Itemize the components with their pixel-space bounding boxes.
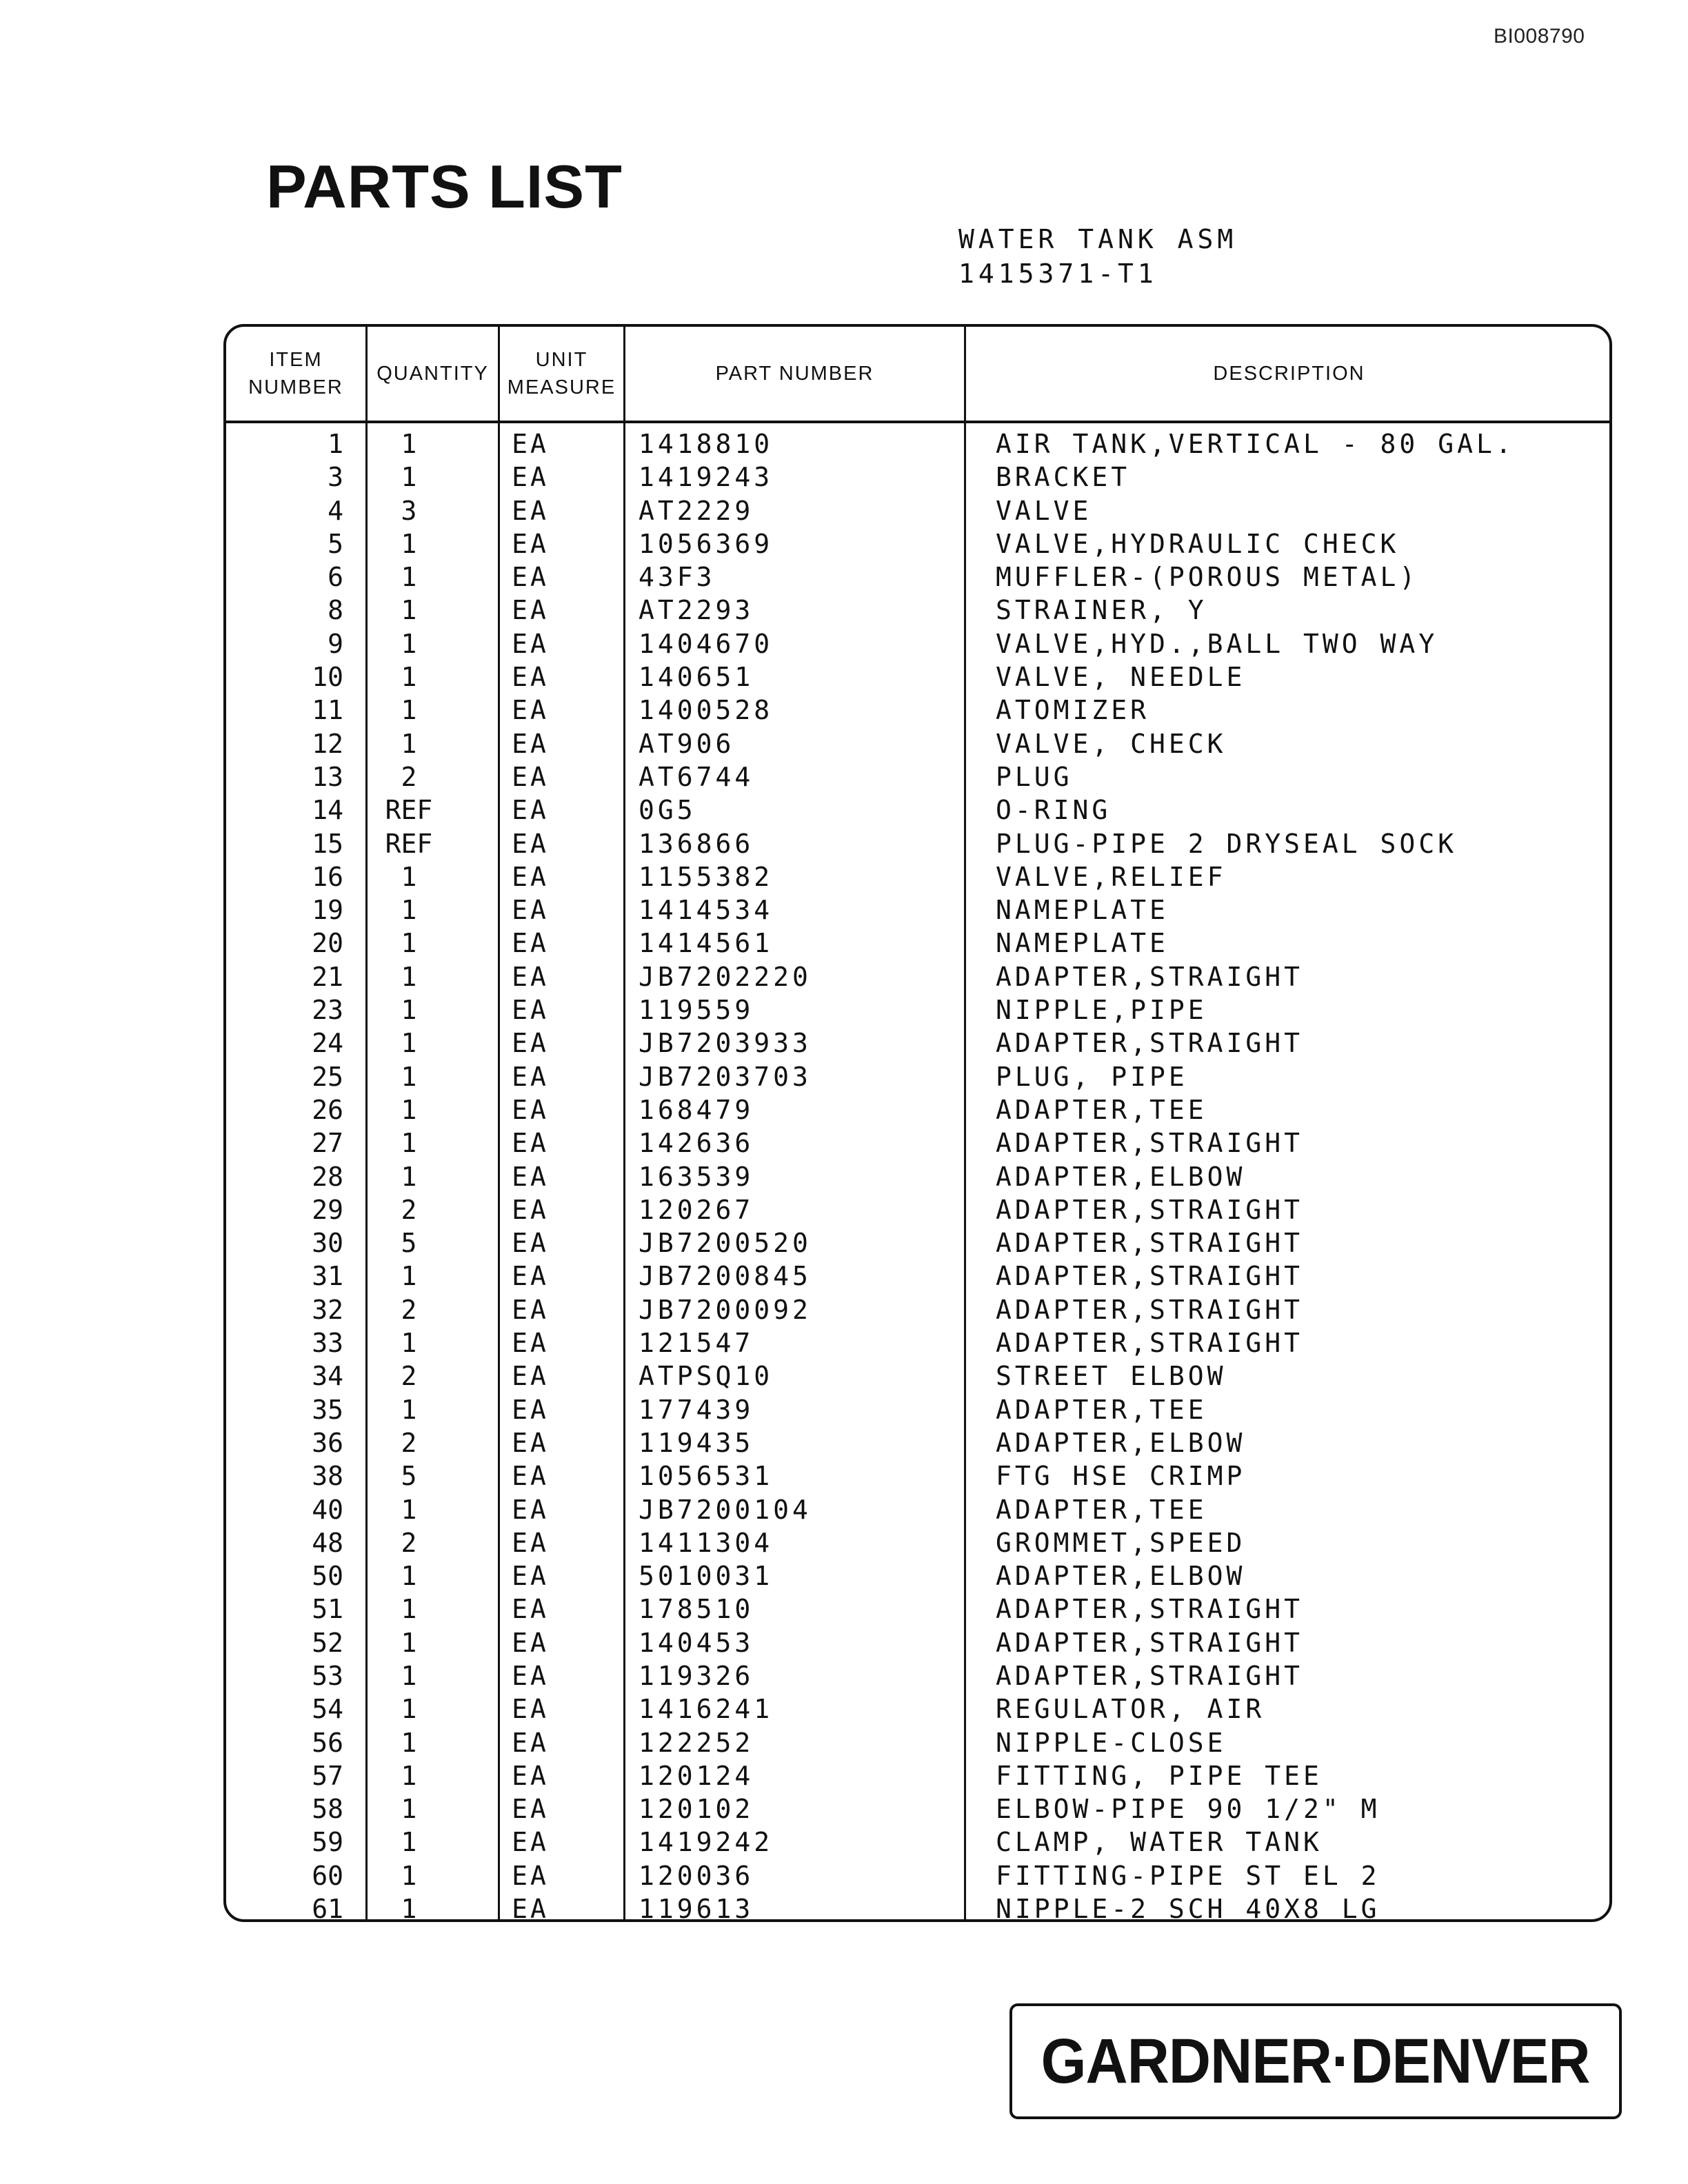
table-row — [226, 927, 1609, 960]
unit-measure-cell: EA — [512, 1660, 549, 1691]
unit-measure-cell: EA — [512, 1161, 549, 1192]
item-number-cell: 5 — [328, 528, 343, 559]
quantity-cell: 5 — [401, 1461, 417, 1492]
item-number-cell: 10 — [312, 662, 343, 693]
unit-measure-cell: EA — [512, 1361, 549, 1392]
quantity-cell: 1 — [401, 1694, 417, 1725]
unit-measure-cell: EA — [512, 1427, 549, 1458]
quantity-cell: 1 — [401, 1760, 417, 1791]
description-cell: ELBOW-PIPE 90 1/2" M — [996, 1794, 1380, 1825]
unit-measure-cell: EA — [512, 1128, 549, 1159]
part-number-cell: 1155382 — [639, 861, 774, 892]
unit-measure-cell: EA — [512, 1627, 549, 1658]
item-number-cell: 54 — [312, 1694, 343, 1725]
part-number-cell: 136866 — [639, 828, 754, 859]
table-row — [226, 560, 1609, 594]
table-row — [226, 727, 1609, 760]
description-cell: VALVE, CHECK — [996, 728, 1227, 759]
table-row — [226, 1892, 1609, 1922]
description-cell: STRAINER, Y — [996, 595, 1207, 626]
table-row — [226, 1859, 1609, 1892]
quantity-cell: 1 — [401, 928, 417, 959]
item-number-cell: 48 — [312, 1527, 343, 1558]
part-number-cell: AT906 — [639, 728, 735, 759]
description-cell: REGULATOR, AIR — [996, 1694, 1265, 1725]
item-number-cell: 33 — [312, 1328, 343, 1359]
description-cell: PLUG, PIPE — [996, 1061, 1188, 1092]
quantity-cell: 1 — [401, 1594, 417, 1625]
description-cell: ADAPTER,STRAIGHT — [996, 1627, 1304, 1658]
description-cell: ADAPTER,TEE — [996, 1494, 1207, 1525]
unit-measure-cell: EA — [512, 462, 549, 493]
quantity-cell: 1 — [401, 1660, 417, 1691]
parts-table-body — [226, 427, 1609, 1922]
part-number-cell: 1404670 — [639, 628, 774, 659]
description-cell: VALVE,HYDRAULIC CHECK — [996, 528, 1400, 559]
item-number-cell: 38 — [312, 1461, 343, 1492]
unit-measure-cell: EA — [512, 495, 549, 526]
item-number-cell: 59 — [312, 1827, 343, 1858]
description-cell: VALVE,RELIEF — [996, 861, 1227, 892]
table-row — [226, 1559, 1609, 1593]
description-cell: FITTING-PIPE ST EL 2 — [996, 1860, 1380, 1891]
description-cell: ADAPTER,STRAIGHT — [996, 1294, 1304, 1325]
part-number-cell: 1416241 — [639, 1694, 774, 1725]
description-cell: ADAPTER,STRAIGHT — [996, 1261, 1304, 1292]
table-row — [226, 1160, 1609, 1193]
description-cell: MUFFLER-(POROUS METAL) — [996, 562, 1419, 593]
part-number-cell: 120267 — [639, 1194, 754, 1225]
unit-measure-cell: EA — [512, 828, 549, 859]
description-cell: ADAPTER,TEE — [996, 1394, 1207, 1425]
description-cell: BRACKET — [996, 462, 1131, 493]
part-number-cell: JB7200845 — [639, 1261, 812, 1292]
quantity-cell: 2 — [401, 1294, 417, 1325]
unit-measure-cell: EA — [512, 1494, 549, 1525]
item-number-cell: 29 — [312, 1194, 343, 1225]
description-cell: ADAPTER,STRAIGHT — [996, 1128, 1304, 1159]
quantity-cell: 1 — [401, 562, 417, 593]
quantity-cell: 1 — [401, 1128, 417, 1159]
table-row — [226, 1759, 1609, 1792]
logo-text: GARDNER·DENVER — [1041, 2025, 1590, 2096]
unit-measure-cell: EA — [512, 562, 549, 593]
unit-measure-cell: EA — [512, 1794, 549, 1825]
header-quantity — [368, 327, 498, 421]
quantity-cell: REF — [385, 795, 433, 826]
quantity-cell: 1 — [401, 895, 417, 926]
parts-table — [223, 324, 1612, 1922]
description-cell: GROMMET,SPEED — [996, 1527, 1246, 1558]
unit-measure-cell: EA — [512, 895, 549, 926]
header-part-number — [625, 327, 964, 421]
description-cell: ADAPTER,ELBOW — [996, 1561, 1246, 1592]
unit-measure-cell: EA — [512, 1827, 549, 1858]
quantity-cell: 1 — [401, 861, 417, 892]
item-number-cell: 32 — [312, 1294, 343, 1325]
table-row — [226, 1260, 1609, 1293]
item-number-cell: 40 — [312, 1494, 343, 1525]
description-cell: ATOMIZER — [996, 695, 1150, 726]
item-number-cell: 51 — [312, 1594, 343, 1625]
header-description-label: DESCRIPTION — [1213, 363, 1365, 385]
item-number-cell: 8 — [328, 595, 343, 626]
description-cell: ADAPTER,STRAIGHT — [996, 1028, 1304, 1059]
part-number-cell: JB7200092 — [639, 1294, 812, 1325]
part-number-cell: 163539 — [639, 1161, 754, 1192]
item-number-cell: 30 — [312, 1228, 343, 1259]
table-row — [226, 694, 1609, 727]
unit-measure-cell: EA — [512, 1860, 549, 1891]
item-number-cell: 6 — [328, 562, 343, 593]
description-cell: ADAPTER,STRAIGHT — [996, 1328, 1304, 1359]
item-number-cell: 23 — [312, 995, 343, 1026]
quantity-cell: 1 — [401, 1894, 417, 1922]
table-row — [226, 1459, 1609, 1493]
item-number-cell: 57 — [312, 1760, 343, 1791]
assembly-number: 1415371-T1 — [958, 259, 1158, 289]
unit-measure-cell: EA — [512, 928, 549, 959]
item-number-cell: 20 — [312, 928, 343, 959]
part-number-cell: 1418810 — [639, 429, 774, 459]
part-number-cell: 177439 — [639, 1394, 754, 1425]
quantity-cell: 1 — [401, 1028, 417, 1059]
quantity-cell: 1 — [401, 429, 417, 459]
unit-measure-cell: EA — [512, 429, 549, 459]
part-number-cell: 168479 — [639, 1094, 754, 1125]
part-number-cell: AT6744 — [639, 761, 754, 792]
part-number-cell: 119559 — [639, 995, 754, 1026]
part-number-cell: 5010031 — [639, 1561, 774, 1592]
table-row — [226, 427, 1609, 461]
header-unit-measure — [500, 327, 623, 421]
item-number-cell: 56 — [312, 1727, 343, 1758]
table-row — [226, 594, 1609, 627]
description-cell: O-RING — [996, 795, 1112, 826]
table-row — [226, 1226, 1609, 1260]
table-row — [226, 1027, 1609, 1060]
description-cell: ADAPTER,STRAIGHT — [996, 1194, 1304, 1225]
part-number-cell: 1414561 — [639, 928, 774, 959]
table-row — [226, 1326, 1609, 1359]
quantity-cell: 1 — [401, 1161, 417, 1192]
part-number-cell: 1056369 — [639, 528, 774, 559]
header-item-number — [226, 327, 365, 421]
item-number-cell: 3 — [328, 462, 343, 493]
part-number-cell: 119613 — [639, 1894, 754, 1922]
item-number-cell: 15 — [312, 828, 343, 859]
item-number-cell: 9 — [328, 628, 343, 659]
part-number-cell: 121547 — [639, 1328, 754, 1359]
item-number-cell: 34 — [312, 1361, 343, 1392]
unit-measure-cell: EA — [512, 1061, 549, 1092]
description-cell: NAMEPLATE — [996, 895, 1169, 926]
quantity-cell: 1 — [401, 1094, 417, 1125]
quantity-cell: 5 — [401, 1228, 417, 1259]
item-number-cell: 36 — [312, 1427, 343, 1458]
part-number-cell: 140453 — [639, 1627, 754, 1658]
unit-measure-cell: EA — [512, 595, 549, 626]
unit-measure-cell: EA — [512, 1694, 549, 1725]
unit-measure-cell: EA — [512, 1228, 549, 1259]
table-row — [226, 793, 1609, 827]
part-number-cell: 1056531 — [639, 1461, 774, 1492]
part-number-cell: 122252 — [639, 1727, 754, 1758]
unit-measure-cell: EA — [512, 1527, 549, 1558]
table-row — [226, 461, 1609, 494]
table-row — [226, 1426, 1609, 1459]
item-number-cell: 13 — [312, 761, 343, 792]
document-id: BI008790 — [1494, 25, 1585, 48]
quantity-cell: 1 — [401, 1627, 417, 1658]
quantity-cell: 1 — [401, 628, 417, 659]
unit-measure-cell: EA — [512, 1094, 549, 1125]
quantity-cell: 1 — [401, 1561, 417, 1592]
description-cell: ADAPTER,STRAIGHT — [996, 961, 1304, 992]
description-cell: CLAMP, WATER TANK — [996, 1827, 1323, 1858]
quantity-cell: 1 — [401, 1727, 417, 1758]
table-row — [226, 993, 1609, 1027]
part-number-cell: JB7200104 — [639, 1494, 812, 1525]
table-row — [226, 1293, 1609, 1326]
unit-measure-cell: EA — [512, 1028, 549, 1059]
table-row — [226, 1359, 1609, 1393]
part-number-cell: 1400528 — [639, 695, 774, 726]
part-number-cell: 1419243 — [639, 462, 774, 493]
part-number-cell: 0G5 — [639, 795, 696, 826]
item-number-cell: 60 — [312, 1860, 343, 1891]
quantity-cell: 1 — [401, 1328, 417, 1359]
unit-measure-cell: EA — [512, 1328, 549, 1359]
table-row — [226, 660, 1609, 694]
table-row — [226, 1526, 1609, 1559]
quantity-cell: 2 — [401, 1361, 417, 1392]
table-row — [226, 1060, 1609, 1093]
quantity-cell: 1 — [401, 961, 417, 992]
unit-measure-cell: EA — [512, 861, 549, 892]
part-number-cell: 120036 — [639, 1860, 754, 1891]
table-row — [226, 860, 1609, 893]
unit-measure-cell: EA — [512, 795, 549, 826]
description-cell: FTG HSE CRIMP — [996, 1461, 1246, 1492]
unit-measure-cell: EA — [512, 728, 549, 759]
table-row — [226, 627, 1609, 660]
description-cell: VALVE — [996, 495, 1092, 526]
unit-measure-cell: EA — [512, 662, 549, 693]
quantity-cell: 2 — [401, 1427, 417, 1458]
item-number-cell: 35 — [312, 1394, 343, 1425]
description-cell: FITTING, PIPE TEE — [996, 1760, 1323, 1791]
quantity-cell: 1 — [401, 595, 417, 626]
assembly-info — [958, 222, 1237, 291]
gardner-denver-logo — [1009, 2003, 1622, 2119]
table-row — [226, 1659, 1609, 1692]
item-number-cell: 14 — [312, 795, 343, 826]
quantity-cell: 1 — [401, 1394, 417, 1425]
item-number-cell: 31 — [312, 1261, 343, 1292]
unit-measure-cell: EA — [512, 1561, 549, 1592]
header-item-line2: NUMBER — [248, 376, 343, 398]
unit-measure-cell: EA — [512, 961, 549, 992]
part-number-cell: 120124 — [639, 1760, 754, 1791]
description-cell: AIR TANK,VERTICAL - 80 GAL. — [996, 429, 1515, 459]
item-number-cell: 12 — [312, 728, 343, 759]
quantity-cell: 1 — [401, 1860, 417, 1891]
unit-measure-cell: EA — [512, 1194, 549, 1225]
table-row — [226, 760, 1609, 793]
unit-measure-cell: EA — [512, 761, 549, 792]
quantity-cell: 1 — [401, 1494, 417, 1525]
table-row — [226, 494, 1609, 527]
description-cell: STREET ELBOW — [996, 1361, 1227, 1392]
quantity-cell: 1 — [401, 1061, 417, 1092]
description-cell: PLUG — [996, 761, 1073, 792]
item-number-cell: 28 — [312, 1161, 343, 1192]
header-unit-line1: UNIT — [535, 349, 588, 371]
table-row — [226, 1826, 1609, 1859]
quantity-cell: 1 — [401, 728, 417, 759]
quantity-cell: 2 — [401, 1527, 417, 1558]
item-number-cell: 25 — [312, 1061, 343, 1092]
quantity-cell: REF — [385, 828, 433, 859]
header-part-number-label: PART NUMBER — [715, 363, 874, 385]
page-title: PARTS LIST — [266, 152, 623, 221]
table-row — [226, 1126, 1609, 1160]
unit-measure-cell: EA — [512, 1261, 549, 1292]
item-number-cell: 26 — [312, 1094, 343, 1125]
description-cell: NIPPLE-2 SCH 40X8 LG — [996, 1894, 1380, 1922]
part-number-cell: ATPSQ10 — [639, 1361, 774, 1392]
description-cell: ADAPTER,ELBOW — [996, 1161, 1246, 1192]
unit-measure-cell: EA — [512, 1461, 549, 1492]
table-row — [226, 1792, 1609, 1826]
part-number-cell: 142636 — [639, 1128, 754, 1159]
item-number-cell: 53 — [312, 1660, 343, 1691]
part-number-cell: 1414534 — [639, 895, 774, 926]
quantity-cell: 1 — [401, 1827, 417, 1858]
table-row — [226, 1692, 1609, 1726]
table-row — [226, 1393, 1609, 1426]
unit-measure-cell: EA — [512, 628, 549, 659]
unit-measure-cell: EA — [512, 528, 549, 559]
description-cell: ADAPTER,TEE — [996, 1094, 1207, 1125]
unit-measure-cell: EA — [512, 695, 549, 726]
quantity-cell: 1 — [401, 1794, 417, 1825]
item-number-cell: 21 — [312, 961, 343, 992]
description-cell: ADAPTER,STRAIGHT — [996, 1594, 1304, 1625]
part-number-cell: 1419242 — [639, 1827, 774, 1858]
table-row — [226, 1726, 1609, 1759]
unit-measure-cell: EA — [512, 1727, 549, 1758]
part-number-cell: JB7203933 — [639, 1028, 812, 1059]
description-cell: ADAPTER,ELBOW — [996, 1427, 1246, 1458]
item-number-cell: 24 — [312, 1028, 343, 1059]
item-number-cell: 11 — [312, 695, 343, 726]
header-divider — [226, 421, 1609, 423]
item-number-cell: 1 — [328, 429, 343, 459]
part-number-cell: 140651 — [639, 662, 754, 693]
part-number-cell: 119435 — [639, 1427, 754, 1458]
unit-measure-cell: EA — [512, 1894, 549, 1922]
item-number-cell: 19 — [312, 895, 343, 926]
quantity-cell: 1 — [401, 995, 417, 1026]
quantity-cell: 1 — [401, 695, 417, 726]
header-unit-line2: MEASURE — [507, 376, 616, 398]
part-number-cell: 1411304 — [639, 1527, 774, 1558]
header-description — [966, 327, 1612, 421]
part-number-cell: 43F3 — [639, 562, 716, 593]
quantity-cell: 2 — [401, 1194, 417, 1225]
unit-measure-cell: EA — [512, 995, 549, 1026]
part-number-cell: JB7203703 — [639, 1061, 812, 1092]
quantity-cell: 1 — [401, 1261, 417, 1292]
header-quantity-label: QUANTITY — [376, 363, 489, 385]
item-number-cell: 4 — [328, 495, 343, 526]
quantity-cell: 3 — [401, 495, 417, 526]
table-row — [226, 1193, 1609, 1226]
item-number-cell: 52 — [312, 1627, 343, 1658]
quantity-cell: 1 — [401, 528, 417, 559]
part-number-cell: JB7202220 — [639, 961, 812, 992]
quantity-cell: 2 — [401, 761, 417, 792]
part-number-cell: 120102 — [639, 1794, 754, 1825]
description-cell: PLUG-PIPE 2 DRYSEAL SOCK — [996, 828, 1458, 859]
part-number-cell: 178510 — [639, 1594, 754, 1625]
table-row — [226, 1626, 1609, 1659]
table-row — [226, 527, 1609, 560]
item-number-cell: 58 — [312, 1794, 343, 1825]
description-cell: VALVE, NEEDLE — [996, 662, 1246, 693]
table-row — [226, 1093, 1609, 1126]
item-number-cell: 27 — [312, 1128, 343, 1159]
description-cell: VALVE,HYD.,BALL TWO WAY — [996, 628, 1438, 659]
description-cell: ADAPTER,STRAIGHT — [996, 1228, 1304, 1259]
table-row — [226, 960, 1609, 993]
item-number-cell: 16 — [312, 861, 343, 892]
description-cell: ADAPTER,STRAIGHT — [996, 1660, 1304, 1691]
table-row — [226, 1493, 1609, 1526]
item-number-cell: 61 — [312, 1894, 343, 1922]
header-item-line1: ITEM — [269, 349, 323, 371]
unit-measure-cell: EA — [512, 1394, 549, 1425]
description-cell: NIPPLE,PIPE — [996, 995, 1207, 1026]
table-row — [226, 893, 1609, 927]
part-number-cell: JB7200520 — [639, 1228, 812, 1259]
description-cell: NAMEPLATE — [996, 928, 1169, 959]
unit-measure-cell: EA — [512, 1760, 549, 1791]
table-row — [226, 827, 1609, 860]
description-cell: NIPPLE-CLOSE — [996, 1727, 1227, 1758]
assembly-name: WATER TANK ASM — [958, 224, 1238, 254]
item-number-cell: 50 — [312, 1561, 343, 1592]
table-row — [226, 1593, 1609, 1626]
unit-measure-cell: EA — [512, 1294, 549, 1325]
part-number-cell: AT2293 — [639, 595, 754, 626]
quantity-cell: 1 — [401, 462, 417, 493]
part-number-cell: AT2229 — [639, 495, 754, 526]
quantity-cell: 1 — [401, 662, 417, 693]
part-number-cell: 119326 — [639, 1660, 754, 1691]
unit-measure-cell: EA — [512, 1594, 549, 1625]
